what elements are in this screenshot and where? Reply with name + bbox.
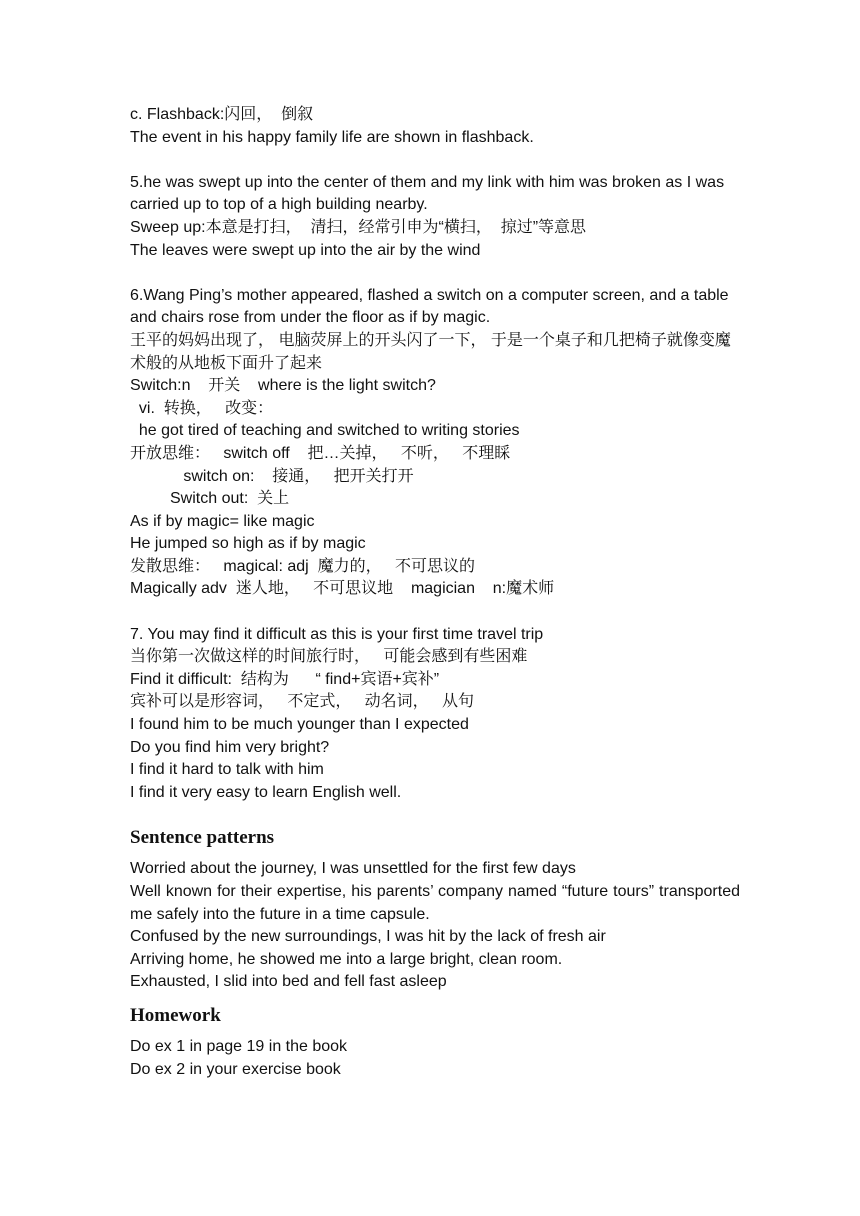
switch-on: switch on: 接通， 把开关打开 <box>130 467 414 485</box>
item7-example: I find it very easy to learn English well. <box>130 783 402 801</box>
sentence-patterns-heading: Sentence patterns <box>130 827 275 849</box>
spacer <box>130 262 740 285</box>
flashback-example: The event in his happy family life are shown in flashback. <box>130 128 534 146</box>
item5-example: The leaves were swept up into the air by the wind <box>130 241 481 259</box>
switch-verb: vi. 转换， 改变： <box>130 399 274 417</box>
item7-structure: Find it difficult: 结构为 “ find+宾语+宾补” <box>130 670 440 688</box>
homework-heading: Homework <box>130 1004 221 1026</box>
item7-example: I found him to be much younger than I expected <box>130 716 469 734</box>
flashback-heading: c. Flashback:闪回， 倒叙 <box>130 106 314 123</box>
item7-complement: 宾补可以是形容词， 不定式， 动名词， 从句 <box>130 693 475 711</box>
divergent-thinking: 发散思维： magical: adj 魔力的， 不可思议的 <box>130 557 475 575</box>
item7-sentence: 7. You may find it difficult as this is your first time travel trip <box>130 625 544 643</box>
pattern-line: Well known for their expertise, his parents’ company named “future tours” transported me safely into the future in a time capsule. <box>130 883 740 923</box>
item6-translation: 王平的妈妈出现了， 电脑荧屏上的开头闪了一下， 于是一个桌子和几把椅子就像变魔术般的从地板下面升了起来 <box>130 331 731 372</box>
document-page <box>130 104 740 1081</box>
pattern-line: Confused by the new surroundings, I was hit by the lack of fresh air <box>130 928 606 946</box>
switch-example: he got tired of teaching and switched to writing stories <box>130 422 520 440</box>
item7-example: Do you find him very bright? <box>130 738 330 756</box>
spacer <box>130 149 740 172</box>
pattern-line: Arriving home, he showed me into a large bright, clean room. <box>130 950 563 968</box>
switch-noun: Switch:n 开关 where is the light switch? <box>130 377 436 395</box>
homework-line: Do ex 2 in your exercise book <box>130 1060 341 1078</box>
pattern-line: Worried about the journey, I was unsettled for the first few days <box>130 860 576 878</box>
as-if-example: He jumped so high as if by magic <box>130 535 366 553</box>
pattern-line: Exhausted, I slid into bed and fell fast asleep <box>130 973 447 991</box>
item6-sentence: 6.Wang Ping’s mother appeared, flashed a switch on a computer screen, and a table and chairs rose from under the floor as if by magic. <box>130 286 729 327</box>
as-if-by-magic: As if by magic= like magic <box>130 512 315 530</box>
open-thinking: 开放思维： switch off 把…关掉， 不听， 不理睬 <box>130 444 511 462</box>
magically-line: Magically adv 迷人地， 不可思议地 magician n:魔术师 <box>130 580 555 598</box>
item7-translation: 当你第一次做这样的时间旅行时， 可能会感到有些困难 <box>130 648 528 666</box>
switch-out: Switch out: 关上 <box>130 490 290 508</box>
spacer <box>130 601 740 624</box>
item7-example: I find it hard to talk with him <box>130 761 324 779</box>
item5-note: Sweep up:本意是打扫， 清扫，经常引申为“横扫， 掠过”等意思 <box>130 218 587 236</box>
homework-line: Do ex 1 in page 19 in the book <box>130 1037 348 1055</box>
item5-sentence: 5.he was swept up into the center of them and my link with him was broken as I was carried up to top of a high building nearby. <box>130 173 725 214</box>
